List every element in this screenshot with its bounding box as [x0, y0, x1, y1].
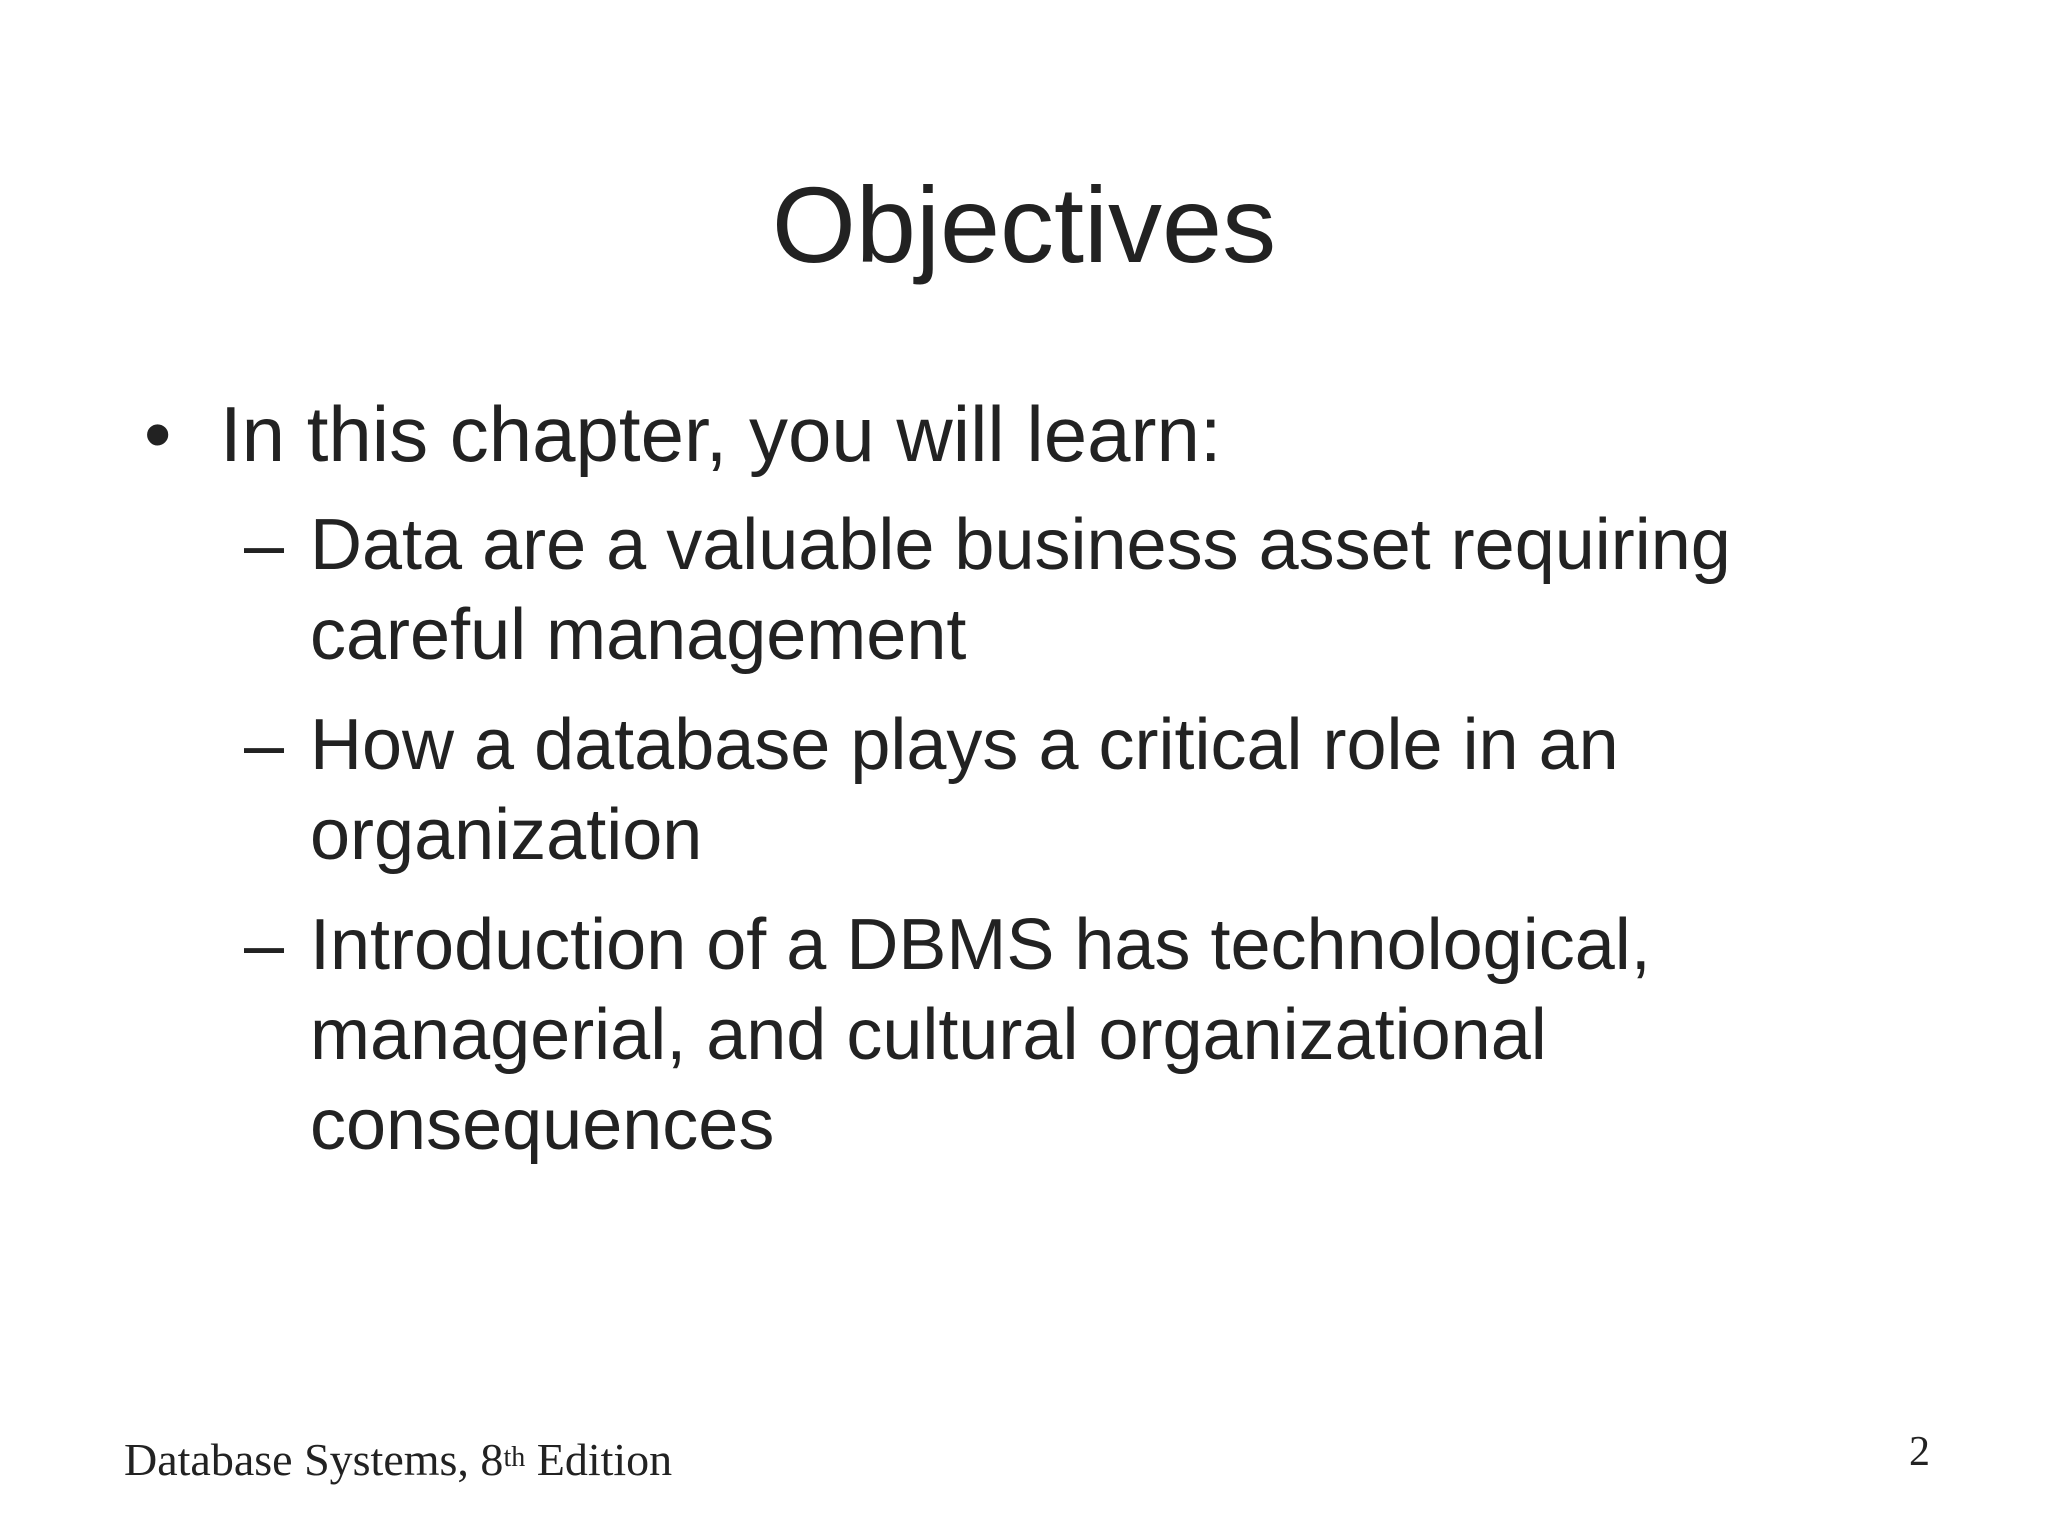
sub-bullet-list — [244, 500, 1894, 1190]
footer-ordinal-suffix: th — [503, 1442, 526, 1473]
sub-bullet-item — [244, 900, 1870, 1170]
page-number: 2 — [1909, 1429, 1930, 1475]
bullet-text: In this chapter, you will learn: — [220, 390, 1222, 478]
sub-bullet-item — [244, 500, 1870, 680]
dash-marker: – — [244, 505, 285, 585]
dash-marker: – — [244, 705, 285, 785]
sub-bullet-item — [244, 700, 1870, 880]
dash-marker: – — [244, 905, 285, 985]
slide-title: Objectives — [771, 164, 1277, 285]
footer-book-prefix: Database Systems, 8 — [124, 1434, 504, 1485]
sub-bullet-text: Data are a valuable business asset requiring careful management — [310, 505, 1731, 675]
sub-bullet-text: Introduction of a DBMS has technological, managerial, and cultural organizational consequences — [310, 905, 1651, 1165]
bullet-marker: • — [144, 390, 172, 478]
sub-bullet-text: How a database plays a critical role in an organization — [310, 705, 1619, 875]
footer-book-suffix: Edition — [525, 1434, 673, 1485]
footer-book-title — [124, 1432, 672, 1488]
